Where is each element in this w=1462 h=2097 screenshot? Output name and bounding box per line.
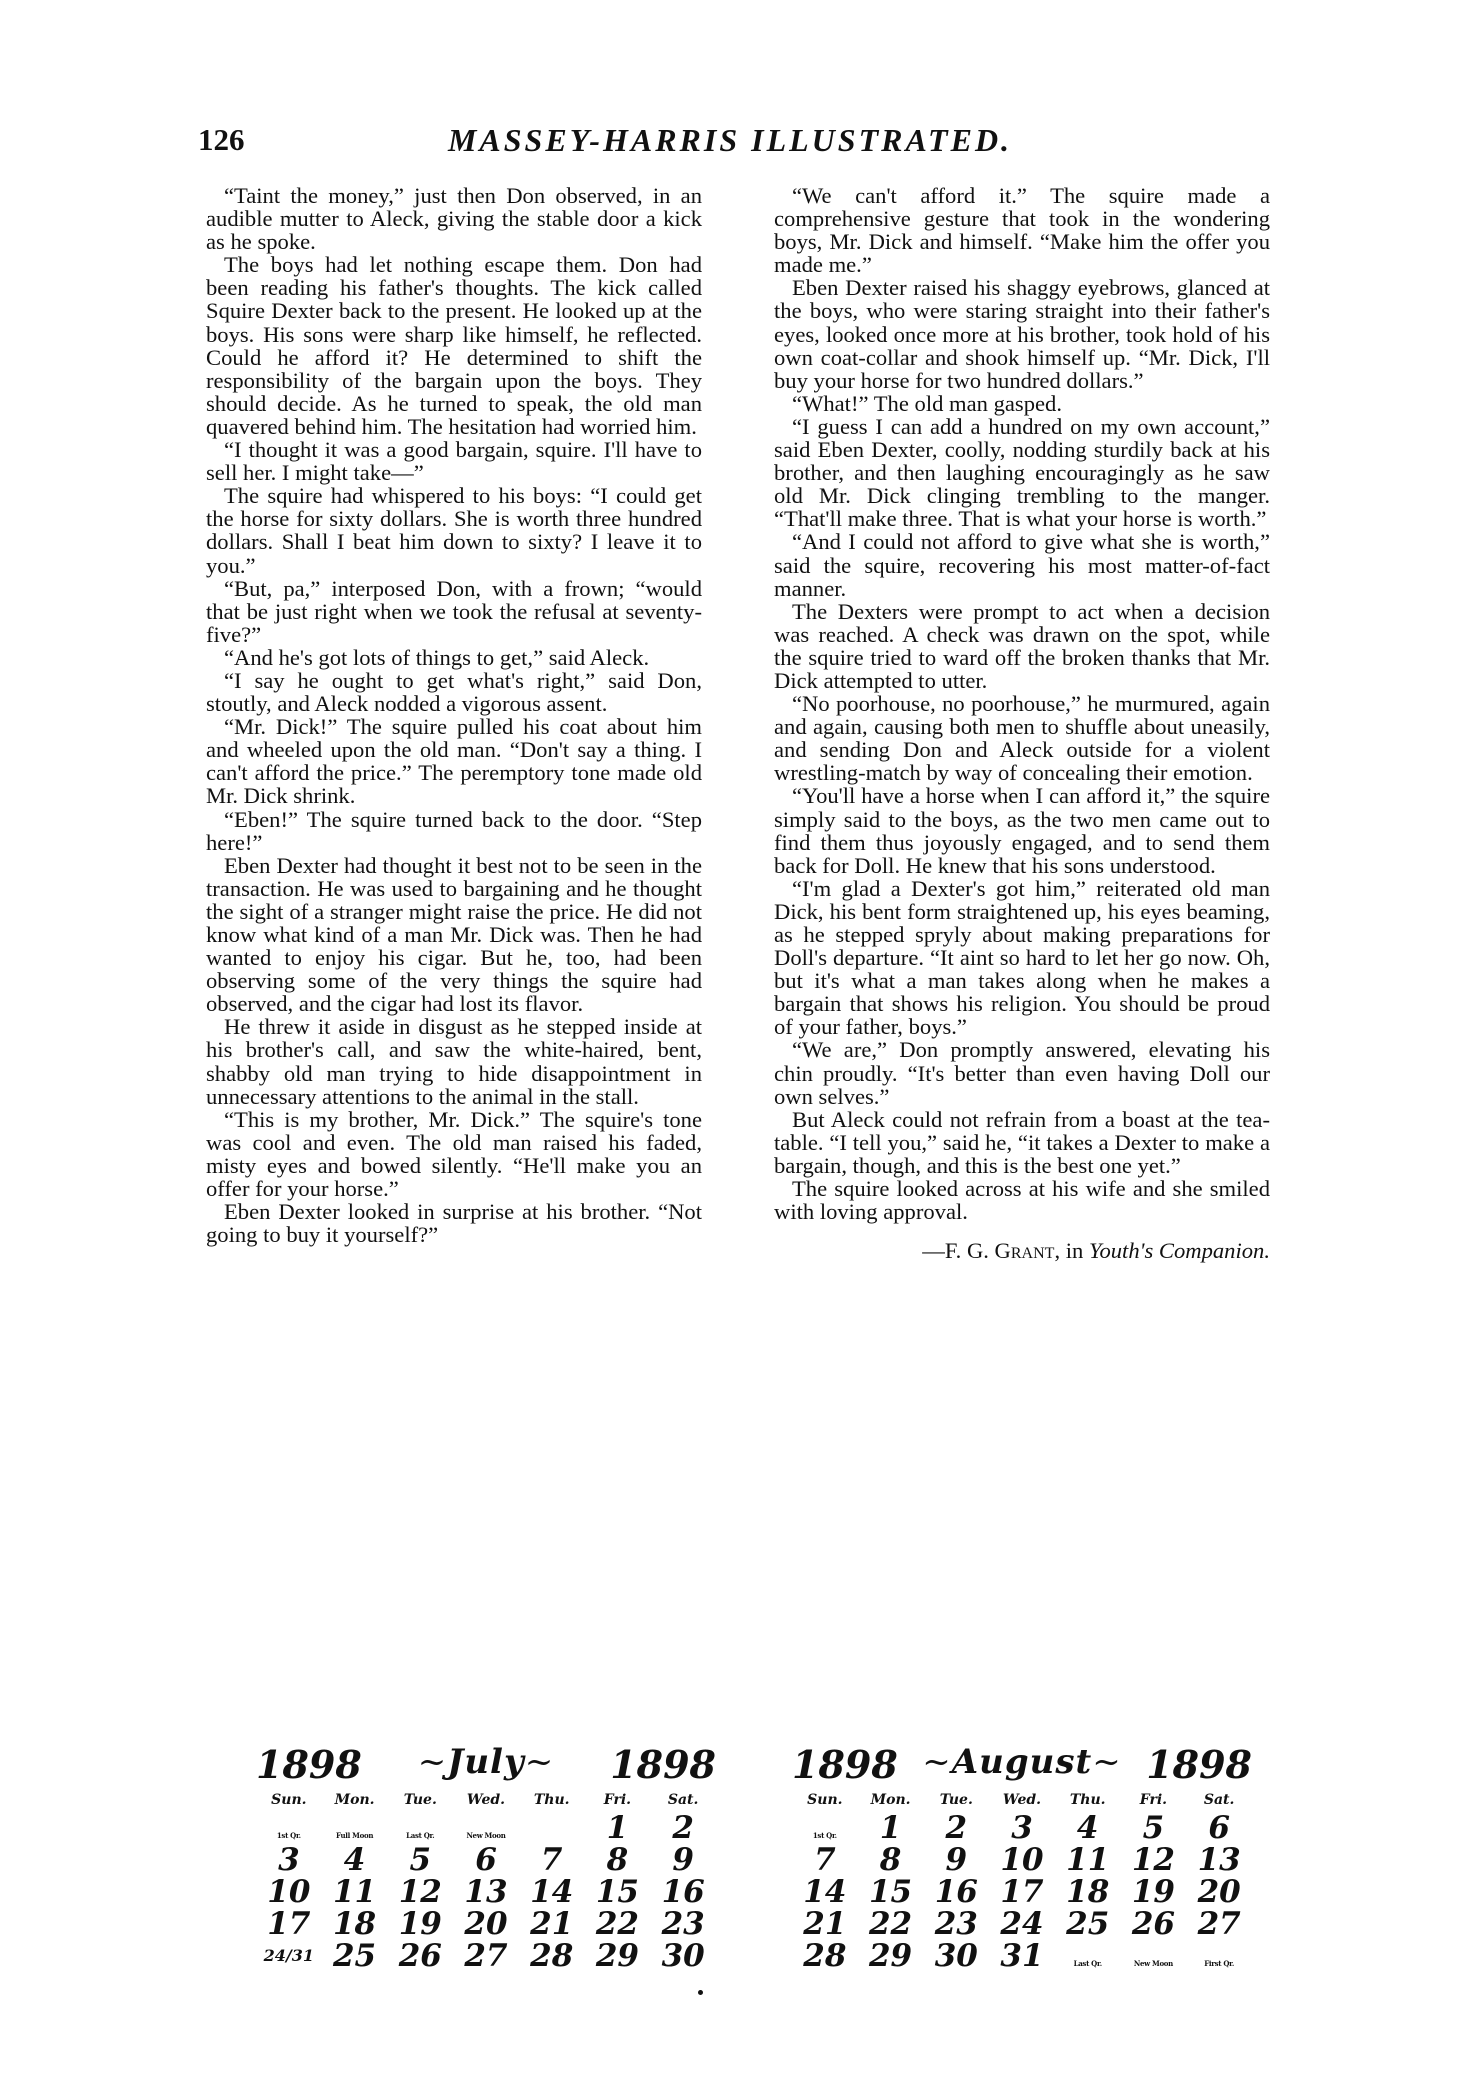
- calendar-day: 9: [945, 1842, 968, 1878]
- paragraph: “We are,” Don promptly answered, elevating his chin proudly. “It's better than even having Doll our own selves.”: [774, 1037, 1270, 1109]
- paragraph: “Mr. Dick!” The squire pulled his coat about him and wheeled upon the old man. “Don't say a thing. I can't afford the price.” The peremptory tone made old Mr. Dick shrink.: [206, 714, 702, 809]
- calendar-day: 19: [1131, 1874, 1175, 1910]
- calendar-day: 11: [1066, 1842, 1110, 1878]
- calendar-day: 4: [343, 1842, 366, 1878]
- calendar-day: 15: [595, 1874, 639, 1910]
- calendar-empty-cell: [1121, 1940, 1187, 1972]
- weekday-label: Fri.: [603, 1792, 632, 1808]
- calendar-day: 10: [1000, 1842, 1044, 1878]
- calendar-day: 7: [814, 1842, 836, 1878]
- calendar-day: 22: [868, 1906, 913, 1942]
- printer-dot: [698, 1990, 703, 1995]
- weekday-label: Mon.: [334, 1792, 375, 1808]
- swash-ornament: ~: [417, 1742, 448, 1782]
- calendar-day: 27: [1197, 1906, 1241, 1942]
- calendar-day: 22: [595, 1906, 639, 1942]
- calendar-day: 1: [879, 1810, 902, 1846]
- paragraph: Eben Dexter looked in surprise at his brother. “Not going to buy it yourself?”: [206, 1199, 702, 1248]
- calendar-day: 6: [475, 1842, 497, 1878]
- calendar-day: 10: [267, 1874, 311, 1910]
- calendar-day: 30: [661, 1938, 705, 1974]
- calendar-day: 23: [934, 1906, 978, 1942]
- calendar-july: [256, 1742, 716, 1972]
- paragraph: “I guess I can add a hundred on my own account,” said Eben Dexter, coolly, nodding sturdily back at his brother, and then laughing encouragingly as he saw old Mr. Dick clinging trembling to the manger. “That'll make three. That is what your horse is worth.”: [774, 413, 1270, 532]
- calendar-day: 26: [1131, 1906, 1175, 1942]
- calendar-day: 20: [464, 1906, 508, 1942]
- weekday-label: Sun.: [807, 1792, 843, 1808]
- page-number: 126: [198, 122, 245, 157]
- paragraph: “Taint the money,” just then Don observed, in an audible mutter to Aleck, giving the stable door a kick as he spoke.: [206, 183, 702, 255]
- calendar-year-left: 1898: [792, 1742, 898, 1787]
- calendar-day: 28: [530, 1938, 574, 1974]
- calendar-day: 2: [672, 1810, 694, 1846]
- text-column-right: [774, 184, 1270, 1262]
- swash-ornament: ~: [524, 1742, 555, 1782]
- calendar-day: 3: [278, 1842, 300, 1878]
- calendar-day: 24: [1000, 1906, 1044, 1942]
- author-credit: [774, 1239, 1270, 1262]
- calendar-year-left: 1898: [256, 1742, 362, 1787]
- paragraph: “I say he ought to get what's right,” said Don, stoutly, and Aleck nodded a vigorous assent.: [206, 667, 702, 717]
- calendar-day: 12: [398, 1874, 442, 1910]
- weekday-label: Sat.: [1203, 1792, 1235, 1808]
- paragraph: The Dexters were prompt to act when a decision was reached. A check was drawn on the spot, while the squire tried to ward off the broken thanks that Mr. Dick attempted to utter.: [774, 598, 1270, 693]
- calendar-day: 23: [661, 1906, 705, 1942]
- calendar-day: 15: [868, 1874, 913, 1910]
- weekday-label: Sat.: [667, 1792, 699, 1808]
- calendar-empty-cell: [1186, 1940, 1252, 1972]
- calendar-day: 2: [945, 1810, 968, 1846]
- calendar-day: 29: [868, 1938, 913, 1974]
- swash-ornament: ~: [922, 1742, 952, 1782]
- calendar-day: 9: [672, 1842, 694, 1878]
- credit-connector: , in: [1054, 1238, 1089, 1264]
- calendar-day: 3: [1011, 1810, 1033, 1846]
- calendar-day: 13: [464, 1874, 508, 1910]
- calendar-day: 6: [1208, 1810, 1230, 1846]
- calendar-empty-cell: [387, 1812, 453, 1844]
- paragraph: “This is my brother, Mr. Dick.” The squire's tone was cool and even. The old man raised his faded, misty eyes and bowed silently. “He'll make you an offer for your horse.”: [206, 1106, 702, 1202]
- calendar-year-right: 1898: [610, 1742, 716, 1787]
- paragraph: He threw it aside in disgust as he stepped inside at his brother's call, and saw the white-haired, bent, shabby old man trying to hide disappointment in unnecessary attentions to the animal in the stall.: [206, 1014, 702, 1109]
- calendar-august: [792, 1742, 1252, 1972]
- weekday-label: Thu.: [533, 1792, 570, 1808]
- calendar-day: 11: [332, 1874, 377, 1910]
- calendar-day: 26: [398, 1938, 442, 1974]
- moon-phase-note: New Moon: [1133, 1959, 1173, 1968]
- paragraph: “No poorhouse, no poorhouse,” he murmured, again and again, causing both men to shuffle about uneasily, and sending Don and Aleck outside for a violent wrestling-match by way of concealing their emotion.: [774, 691, 1270, 786]
- source-magazine: Youth's Companion.: [1088, 1238, 1270, 1264]
- paragraph: “And I could not afford to give what she is worth,” said the squire, recovering his most matter-of-fact manner.: [774, 529, 1270, 601]
- moon-phase-note: 1st Qr.: [276, 1831, 301, 1840]
- calendar-empty-cell: [453, 1812, 519, 1844]
- moon-phase-note: 1st Qr.: [812, 1831, 837, 1840]
- weekday-label: Thu.: [1069, 1792, 1106, 1808]
- calendar-day: 19: [398, 1906, 442, 1942]
- calendar-day: 18: [332, 1906, 377, 1942]
- weekday-label: Tue.: [403, 1792, 437, 1808]
- calendar-day: 21: [530, 1906, 574, 1942]
- calendar-day: 7: [540, 1842, 563, 1878]
- paragraph: “What!” The old man gasped.: [792, 390, 1062, 416]
- calendar-day: 13: [1197, 1842, 1241, 1878]
- calendar-day: 25: [332, 1938, 377, 1974]
- calendar-day: 28: [803, 1938, 847, 1974]
- weekday-label: Mon.: [870, 1792, 911, 1808]
- calendar-day: 4: [1076, 1810, 1099, 1846]
- calendar-day: 5: [1142, 1810, 1165, 1846]
- calendar-empty-cell: [792, 1812, 858, 1844]
- paragraph: Eben Dexter raised his shaggy eyebrows, glanced at the boys, who were staring straight into their father's eyes, looked once more at his brother, took hold of his own coat-collar and shook himself up. “Mr. Dick, I'll buy your horse for two hundred dollars.”: [774, 275, 1270, 393]
- moon-phase-note: First Qr.: [1204, 1959, 1235, 1968]
- paragraph: “And he's got lots of things to get,” said Aleck.: [224, 644, 650, 670]
- calendar-day: 20: [1197, 1874, 1241, 1910]
- weekday-label: Fri.: [1139, 1792, 1168, 1808]
- month-label: July: [447, 1742, 525, 1782]
- swash-ornament: ~: [1092, 1742, 1122, 1782]
- paragraph: “I'm glad a Dexter's got him,” reiterated old man Dick, his bent form straightened up, his eyes beaming, as he stepped spryly about making preparations for Doll's departure. “It aint so hard to let her go now. Oh, but it's what a man takes along when he makes a bargain that shows his religion. You should be proud of your father, boys.”: [774, 875, 1270, 1040]
- calendar-day: 5: [409, 1842, 432, 1878]
- calendar-day: 31: [1000, 1938, 1044, 1974]
- weekday-label: Wed.: [1002, 1792, 1042, 1808]
- calendar-day-grid: [792, 1812, 1252, 1972]
- calendar-day: 21: [803, 1906, 847, 1942]
- month-label: August: [951, 1742, 1093, 1782]
- calendar-day: 8: [879, 1842, 902, 1878]
- calendar-day: 29: [595, 1938, 639, 1974]
- calendar-day: 24/31: [263, 1946, 315, 1965]
- weekday-label: Sun.: [271, 1792, 307, 1808]
- calendar-day: 25: [1066, 1906, 1110, 1942]
- paragraph: “But, pa,” interposed Don, with a frown; “would that be just right when we took the refusal at seventy-five?”: [206, 575, 702, 647]
- calendar-day: 14: [530, 1874, 574, 1910]
- calendar-empty-cell: [322, 1812, 388, 1844]
- calendar-day-grid: [256, 1812, 716, 1972]
- moon-phase-note: Full Moon: [335, 1831, 374, 1840]
- paragraph: But Aleck could not refrain from a boast at the tea-table. “I tell you,” said he, “it takes a Dexter to make a bargain, though, and this is the best one yet.”: [774, 1106, 1270, 1178]
- paragraph: “You'll have a horse when I can afford it,” the squire simply said to the boys, as the two men came out to find them thus joyously engaged, and to send them back for Doll. He knew that his sons understood.: [774, 783, 1270, 878]
- paragraph: The squire looked across at his wife and she smiled with loving approval.: [774, 1176, 1270, 1225]
- paragraph: The boys had let nothing escape them. Don had been reading his father's thoughts. The kick called Squire Dexter back to the present. He looked up at the boys. His sons were sharp like himself, he reflected. Could he afford it? He determined to shift the responsibility of the bargain upon the boys. They should decide. As he turned to speak, the old man quavered behind him. The hesitation had worried him.: [206, 252, 702, 439]
- paragraph: “I thought it was a good bargain, squire. I'll have to sell her. I might take—”: [206, 437, 702, 486]
- calendar-header: [256, 1742, 716, 1788]
- calendar-year-right: 1898: [1146, 1742, 1252, 1787]
- calendar-empty-cell: [519, 1812, 585, 1844]
- paragraph: “We can't afford it.” The squire made a comprehensive gesture that took in the wondering boys, Mr. Dick and himself. “Make him the offer you made me.”: [774, 183, 1270, 278]
- calendar-empty-cell: [1055, 1940, 1121, 1972]
- author-name-caps: rant: [1010, 1238, 1055, 1264]
- running-title: MASSEY-HARRIS ILLUSTRATED.: [447, 122, 1013, 158]
- calendar-day: 12: [1131, 1842, 1175, 1878]
- calendar-day: 8: [606, 1842, 629, 1878]
- weekday-row: [256, 1792, 716, 1810]
- calendar-day: 16: [661, 1874, 705, 1910]
- calendar-day: 27: [464, 1938, 508, 1974]
- paragraph: “Eben!” The squire turned back to the door. “Step here!”: [206, 806, 702, 855]
- calendar-day: 18: [1066, 1874, 1110, 1910]
- calendar-day: 16: [934, 1874, 978, 1910]
- text-column-left: [206, 184, 702, 1246]
- moon-phase-note: New Moon: [466, 1831, 506, 1840]
- calendar-day: 14: [803, 1874, 847, 1910]
- paragraph: Eben Dexter had thought it best not to be seen in the transaction. He was used to bargaining and he thought the sight of a stranger might raise the price. He did not know what kind of a man Mr. Dick was. Then he had wanted to enjoy his cigar. But he, too, had been observing some of the very things the squire had observed, and the cigar had lost its flavor.: [206, 852, 702, 1017]
- moon-phase-note: Last Qr.: [1073, 1959, 1102, 1968]
- weekday-row: [792, 1792, 1252, 1810]
- page-header: [198, 122, 1262, 166]
- weekday-label: Wed.: [466, 1792, 506, 1808]
- calendar-header: [792, 1742, 1252, 1788]
- calendar-day: 17: [267, 1906, 311, 1942]
- calendar-day: 1: [606, 1810, 629, 1846]
- paragraph: The squire had whispered to his boys: “I could get the horse for sixty dollars. She is worth three hundred dollars. Shall I beat him down to sixty? I leave it to you.”: [206, 483, 702, 578]
- weekday-label: Tue.: [939, 1792, 973, 1808]
- calendar-day: 17: [1000, 1874, 1044, 1910]
- calendar-empty-cell: [256, 1812, 322, 1844]
- author-name: —F. G. G: [922, 1238, 1011, 1264]
- moon-phase-note: Last Qr.: [406, 1831, 435, 1840]
- calendar-day: 30: [934, 1938, 978, 1974]
